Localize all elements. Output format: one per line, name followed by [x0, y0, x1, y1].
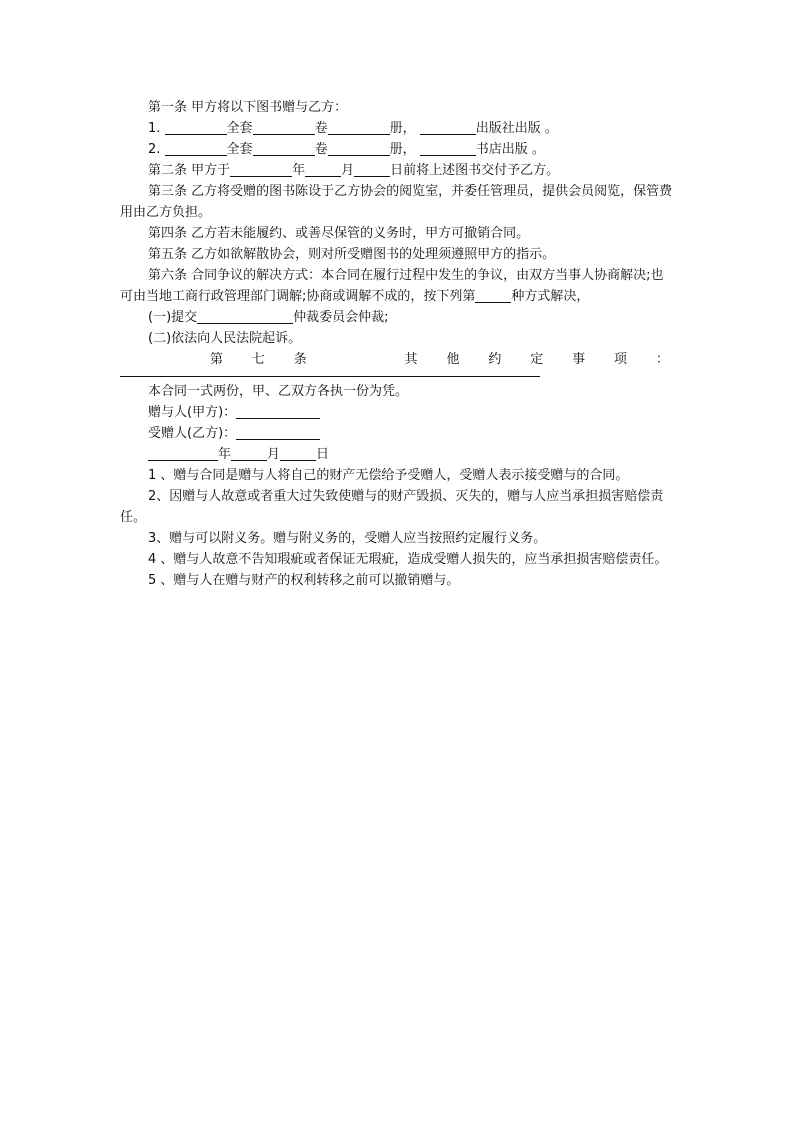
- note-5: 5 、赠与人在赠与财产的权利转移之前可以撤销赠与。: [148, 573, 460, 588]
- article-6-text: 第六条 合同争议的解决方式：本合同在履行过程中发生的争议，由双方当事人协商解决;也可由当地工商行政管理部门调解;协商或调解不成的，按下列第: [120, 268, 664, 304]
- signature-blank: [236, 424, 320, 440]
- blank-field: [280, 445, 316, 461]
- blank-field: [231, 445, 267, 461]
- article-1-item-1: [120, 118, 673, 139]
- full-set-label: 全套: [226, 142, 253, 157]
- article-1-item-2: [120, 139, 673, 160]
- article-6: [120, 265, 673, 307]
- day-label: 日: [316, 447, 330, 462]
- article-6-option-2: (二)依法向人民法院起诉。: [148, 331, 302, 346]
- volume-label: 卷: [314, 121, 328, 136]
- month-label: 月: [267, 447, 281, 462]
- donee-label: 受赠人(乙方)：: [148, 426, 237, 441]
- article-2-prefix: 第二条 甲方于: [148, 163, 231, 178]
- signature-blank: [236, 403, 320, 419]
- year-label: 年: [292, 163, 306, 178]
- note-2: 2、因赠与人故意或者重大过失致使赠与的财产毁损、灭失的，赠与人应当承担损害赔偿责任。: [120, 489, 664, 525]
- note-3: 3、赠与可以附义务。赠与附义务的，受赠人应当按照约定履行义务。: [148, 531, 547, 546]
- blank-field: [165, 119, 227, 135]
- contract-document: [120, 97, 673, 591]
- blank-field: [253, 140, 315, 156]
- copies-label: 册，: [389, 121, 416, 136]
- article-5: 第五条 乙方如欲解散协会，则对所受赠图书的处理须遵照甲方的指示。: [148, 247, 556, 262]
- donor-signature: [120, 402, 673, 423]
- article-2: [120, 160, 673, 181]
- month-label: 月: [341, 163, 355, 178]
- item-number: 1.: [148, 121, 161, 136]
- copies-label: 册，: [389, 142, 416, 157]
- article-4: 第四条 乙方若未能履约、或善尽保管的义务时，甲方可撤销合同。: [148, 226, 530, 241]
- spacer: [336, 349, 376, 370]
- blank-field: [475, 287, 511, 303]
- blank-field: [420, 140, 476, 156]
- article-7-char: 定: [530, 352, 544, 367]
- article-1-heading: 第一条 甲方将以下图书赠与乙方：: [148, 100, 348, 115]
- article-7-char: 条: [293, 352, 307, 367]
- article-6-text-end: 种方式解决，: [511, 289, 590, 304]
- copies-note: 本合同一式两份，甲、乙双方各执一份为凭。: [148, 384, 409, 399]
- article-7-char: ：: [655, 352, 669, 367]
- article-7-char: 七: [251, 352, 265, 367]
- article-7-char: 事: [572, 352, 586, 367]
- item-number: 2.: [148, 142, 161, 157]
- article-7-blank-line: [120, 370, 540, 377]
- blank-field: [354, 161, 390, 177]
- blank-field: [230, 161, 292, 177]
- volume-label: 卷: [314, 142, 328, 157]
- article-2-suffix: 日前将上述图书交付予乙方。: [390, 163, 560, 178]
- blank-field: [305, 161, 341, 177]
- donee-signature: [120, 423, 673, 444]
- article-6-option-1: [120, 307, 673, 328]
- article-7-char: 他: [446, 352, 460, 367]
- blank-field: [420, 119, 476, 135]
- article-3: 第三条 乙方将受赠的图书陈设于乙方协会的阅览室，并委任管理员，提供会员阅览，保管费用由乙方负担。: [120, 184, 673, 220]
- blank-field: [148, 445, 218, 461]
- option-1-suffix: 仲裁委员会仲裁;: [293, 310, 389, 325]
- blank-field: [197, 308, 293, 324]
- signature-date: [120, 444, 673, 465]
- note-4: 4 、赠与人故意不告知瑕疵或者保证无瑕疵，造成受赠人损失的，应当承担损害赔偿责任。: [148, 552, 668, 567]
- article-7-heading: [120, 349, 673, 370]
- option-1-prefix: (一)提交: [148, 310, 198, 325]
- year-label: 年: [218, 447, 232, 462]
- article-7-char: 其: [404, 352, 418, 367]
- publisher-label: 出版社出版 。: [475, 121, 558, 136]
- donor-label: 赠与人(甲方)：: [148, 405, 237, 420]
- bookstore-label: 书店出版 。: [475, 142, 545, 157]
- blank-field: [328, 119, 390, 135]
- blank-field: [253, 119, 315, 135]
- blank-field: [328, 140, 390, 156]
- article-7-char: 约: [488, 352, 502, 367]
- note-1: 1 、赠与合同是赠与人将自己的财产无偿给予受赠人，受赠人表示接受赠与的合同。: [148, 468, 629, 483]
- article-7-char: 项: [614, 352, 628, 367]
- full-set-label: 全套: [226, 121, 253, 136]
- blank-field: [165, 140, 227, 156]
- article-7-char: 第: [210, 352, 224, 367]
